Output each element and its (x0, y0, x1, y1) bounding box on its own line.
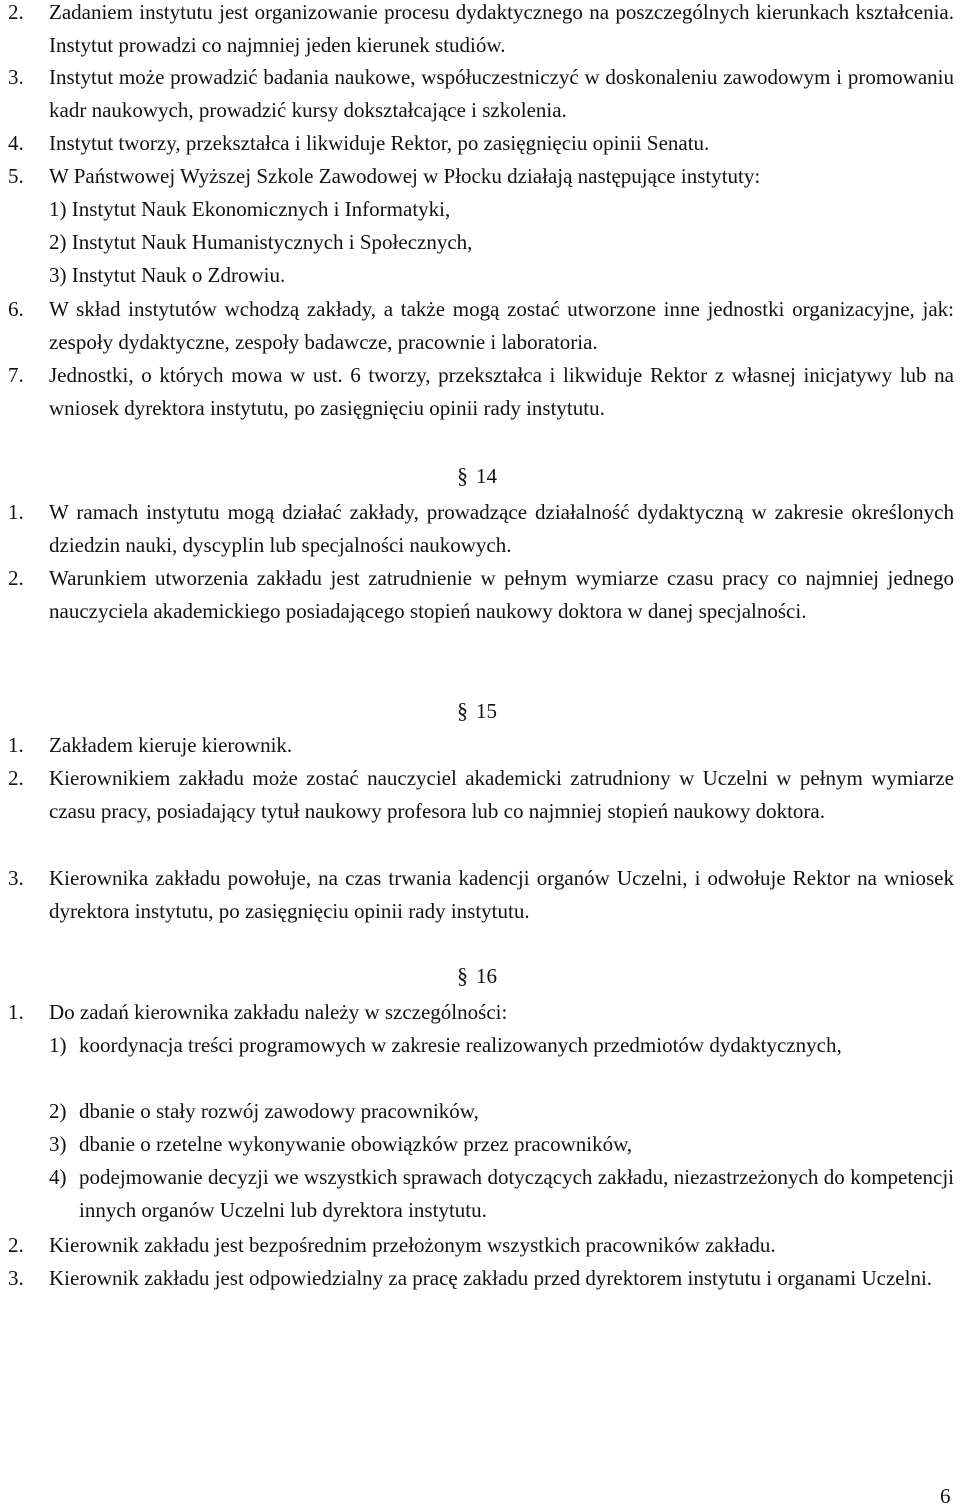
subitem-text: dbanie o rzetelne wykonywanie obowiązków przez pracowników, (79, 1132, 633, 1156)
subitem-number: 2) (49, 1099, 67, 1123)
section-number: 14 (476, 464, 497, 488)
paragraph-text: Kierownik zakładu jest odpowiedzialny za pracę zakładu przed dyrektorem instytutu i organami Uczelni. (49, 1266, 933, 1290)
subitem-number: 3) (49, 1132, 67, 1156)
item-number: 7. (8, 363, 24, 387)
page-number: 6 (940, 1484, 951, 1508)
section-sign: § (457, 698, 468, 723)
item-number: 4. (8, 131, 24, 155)
paragraph-text: Do zadań kierownika zakładu należy w szczególności: (49, 1000, 508, 1024)
paragraph-text: W ramach instytutu mogą działać zakłady, prowadzące działalność dydaktyczną w zakresie określonych dziedzin nauki, dyscyplin lub specjalności naukowych. (49, 500, 954, 557)
paragraph-text: Zakładem kieruje kierownik. (49, 733, 293, 757)
paragraph-text: W skład instytutów wchodzą zakłady, a także mogą zostać utworzone inne jednostki organizacyjne, jak: zespoły dydaktyczne, zespoły badawcze, pracownie i laboratoria. (49, 297, 954, 354)
item-number: 5. (8, 164, 24, 188)
section-sign: § (457, 963, 468, 988)
institute-list-item: 1) Instytut Nauk Ekonomicznych i Informatyki, (49, 197, 451, 221)
item-number: 2. (8, 1233, 24, 1257)
section-heading-14 (457, 462, 497, 490)
institute-list-item: 2) Instytut Nauk Humanistycznych i Społecznych, (49, 230, 473, 254)
paragraph-text: Kierownik zakładu jest bezpośrednim przełożonym wszystkich pracowników zakładu. (49, 1233, 776, 1257)
section-heading-15 (457, 697, 497, 725)
item-number: 1. (8, 1000, 24, 1024)
item-number: 3. (8, 866, 24, 890)
paragraph-text: Kierownikiem zakładu może zostać nauczyciel akademicki zatrudniony w Uczelni w pełnym wymiarze czasu pracy, posiadający tytuł naukowy profesora lub co najmniej stopień naukowy doktora. (49, 766, 954, 823)
paragraph-text: Zadaniem instytutu jest organizowanie procesu dydaktycznego na poszczególnych kierunkach kształcenia. Instytut prowadzi co najmniej jeden kierunek studiów. (49, 0, 954, 57)
section-heading-16 (457, 962, 497, 990)
item-number: 2. (8, 766, 24, 790)
item-number: 3. (8, 65, 24, 89)
paragraph-text: Instytut tworzy, przekształca i likwiduje Rektor, po zasięgnięciu opinii Senatu. (49, 131, 710, 155)
item-number: 6. (8, 297, 24, 321)
subitem-number: 1) (49, 1033, 67, 1057)
subitem-text: koordynacja treści programowych w zakresie realizowanych przedmiotów dydaktycznych, (79, 1033, 842, 1057)
item-number: 3. (8, 1266, 24, 1290)
paragraph-text: Kierownika zakładu powołuje, na czas trwania kadencji organów Uczelni, i odwołuje Rektor na wniosek dyrektora instytutu, po zasięgnięciu opinii rady instytutu. (49, 866, 954, 923)
paragraph-text: W Państwowej Wyższej Szkole Zawodowej w Płocku działają następujące instytuty: (49, 164, 761, 188)
subitem-number: 4) (49, 1165, 67, 1189)
item-number: 1. (8, 733, 24, 757)
section-number: 15 (476, 699, 497, 723)
paragraph-text: Jednostki, o których mowa w ust. 6 tworzy, przekształca i likwiduje Rektor z własnej inicjatywy lub na wniosek dyrektora instytutu, po zasięgnięciu opinii rady instytutu. (49, 363, 954, 420)
section-number: 16 (476, 964, 497, 988)
item-number: 2. (8, 0, 24, 24)
subitem-text: podejmowanie decyzji we wszystkich sprawach dotyczących zakładu, niezastrzeżonych do kompetencji innych organów Uczelni lub dyrektora instytutu. (79, 1165, 954, 1222)
section-sign: § (457, 463, 468, 488)
paragraph-text: Instytut może prowadzić badania naukowe, współuczestniczyć w doskonaleniu zawodowym i promowaniu kadr naukowych, prowadzić kursy dokształcające i szkolenia. (49, 65, 954, 122)
item-number: 2. (8, 566, 24, 590)
subitem-text: dbanie o stały rozwój zawodowy pracowników, (79, 1099, 479, 1123)
institute-list-item: 3) Instytut Nauk o Zdrowiu. (49, 263, 286, 287)
item-number: 1. (8, 500, 24, 524)
paragraph-text: Warunkiem utworzenia zakładu jest zatrudnienie w pełnym wymiarze czasu pracy co najmniej jednego nauczyciela akademickiego posiadającego stopień naukowy doktora w danej specjalności. (49, 566, 954, 623)
